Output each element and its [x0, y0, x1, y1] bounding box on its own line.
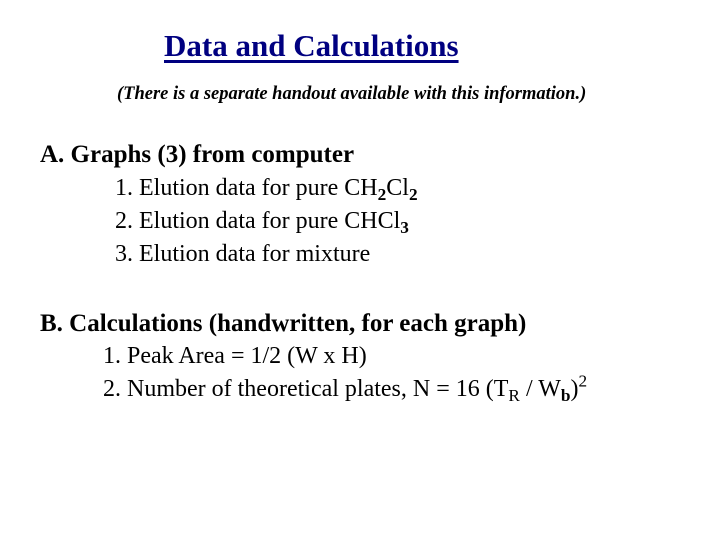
item-text-mid: Cl — [386, 175, 409, 201]
item-text: 3. Elution data for mixture — [115, 241, 371, 267]
subscript: R — [508, 386, 520, 406]
subscript: 2 — [377, 185, 387, 205]
list-item-chcl3 — [115, 208, 409, 238]
section-a-heading: A. Graphs (3) from computer — [40, 141, 355, 168]
list-item-ch2cl2 — [115, 175, 418, 205]
list-item-theoretical-plates — [103, 371, 588, 406]
superscript: 2 — [578, 371, 588, 391]
item-text: 1. Elution data for pure CH — [115, 175, 378, 201]
subscript: 3 — [400, 218, 409, 238]
item-text: 2. Number of theoretical plates, N = 16 (T — [103, 376, 509, 402]
list-item-mixture — [115, 241, 370, 268]
item-text-end: ) — [570, 376, 579, 402]
subtitle-note: (There is a separate handout available with this information.) — [117, 84, 587, 104]
list-item-peak-area — [103, 343, 367, 370]
page-title: Data and Calculations — [164, 28, 459, 63]
subscript: 2 — [408, 185, 418, 205]
item-text: 2. Elution data for pure CHCl — [115, 208, 401, 234]
item-text: 1. Peak Area = 1/2 (W x H) — [103, 343, 367, 369]
section-b-heading: B. Calculations (handwritten, for each graph) — [40, 310, 527, 337]
item-text-mid: / W — [519, 376, 561, 402]
subscript: b — [560, 386, 571, 406]
